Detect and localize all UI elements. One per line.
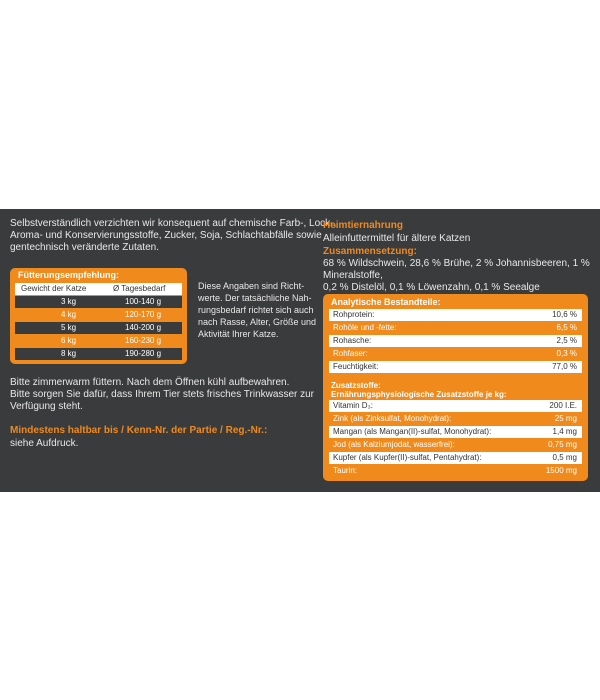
analysis-table (323, 294, 588, 481)
feeding-table (10, 268, 187, 364)
table-row: Vitamin D₃: 200 I.E. (329, 400, 582, 412)
feeding-title: Fütterungsempfehlung: (18, 270, 119, 280)
table-row: Zink (als Zinksulfat, Monohydrat): 25 mg (329, 413, 582, 425)
product-heading: Heimtiernahrung (323, 220, 404, 231)
table-row: Jod (als Kalziumjodat, wasserfrei): 0,75 mg (329, 439, 582, 451)
table-row: Rohasche: 2,5 % (329, 335, 582, 347)
composition-heading: Zusammensetzung: (323, 246, 417, 257)
table-row: Rohöle und -fette: 6,5 % (329, 322, 582, 334)
composition-text: 68 % Wildschwein, 28,6 % Brühe, 2 % Johannisbeeren, 1 % Mineralstoffe, 0,2 % Distelöl, 0,1 % Löwenzahn, 0,1 % Seealge (323, 258, 590, 293)
table-row: Feuchtigkeit: 77,0 % (329, 361, 582, 373)
table-row: 5 kg 140-200 g (15, 322, 182, 334)
intro-text: Selbstverständlich verzichten wir konsequent auf chemische Farb-, Lock-, Aroma- und Konservierungsstoffe, Zucker, Soja, Schlachtabfälle sowie gentechnisch veränderte Zutaten. (10, 218, 337, 253)
table-row: Rohfaser: 0,3 % (329, 348, 582, 360)
additives-heading: Zusatzstoffe: Ernährungsphysiologische Zusatzstoffe je kg: (331, 381, 507, 399)
best-before-text: siehe Aufdruck. (10, 438, 79, 449)
table-row: 3 kg 100-140 g (15, 296, 182, 308)
feeding-table-header: Gewicht der Katze Ø Tagesbedarf (15, 283, 182, 295)
storage-text: Bitte zimmerwarm füttern. Nach dem Öffnen kühl aufbewahren. Bitte sorgen Sie dafür, dass Ihrem Tier stets frisches Trinkwasser zur Verfügung steht. (10, 377, 315, 412)
best-before-heading: Mindestens haltbar bis / Kenn-Nr. der Partie / Reg.-Nr.: (10, 425, 268, 436)
table-row: Mangan (als Mangan(II)-sulfat, Monohydrat): 1,4 mg (329, 426, 582, 438)
table-row: 8 kg 190-280 g (15, 348, 182, 360)
table-row: 6 kg 160-230 g (15, 335, 182, 347)
table-row: Kupfer (als Kupfer(II)-sulfat, Pentahydrat): 0,5 mg (329, 452, 582, 464)
table-row: 4 kg 120-170 g (15, 309, 182, 321)
table-row: Taurin: 1500 mg (329, 465, 582, 477)
analysis-title: Analytische Bestandteile: (331, 297, 441, 307)
product-subheading: Alleinfuttermittel für ältere Katzen (323, 233, 471, 244)
table-row: Rohprotein: 10,6 % (329, 309, 582, 321)
feeding-note: Diese Angaben sind Richt- werte. Der tatsächliche Nah- rungsbedarf richtet sich auch nach Rasse, Alter, Größe und Aktivität Ihrer Katze. (198, 281, 317, 339)
